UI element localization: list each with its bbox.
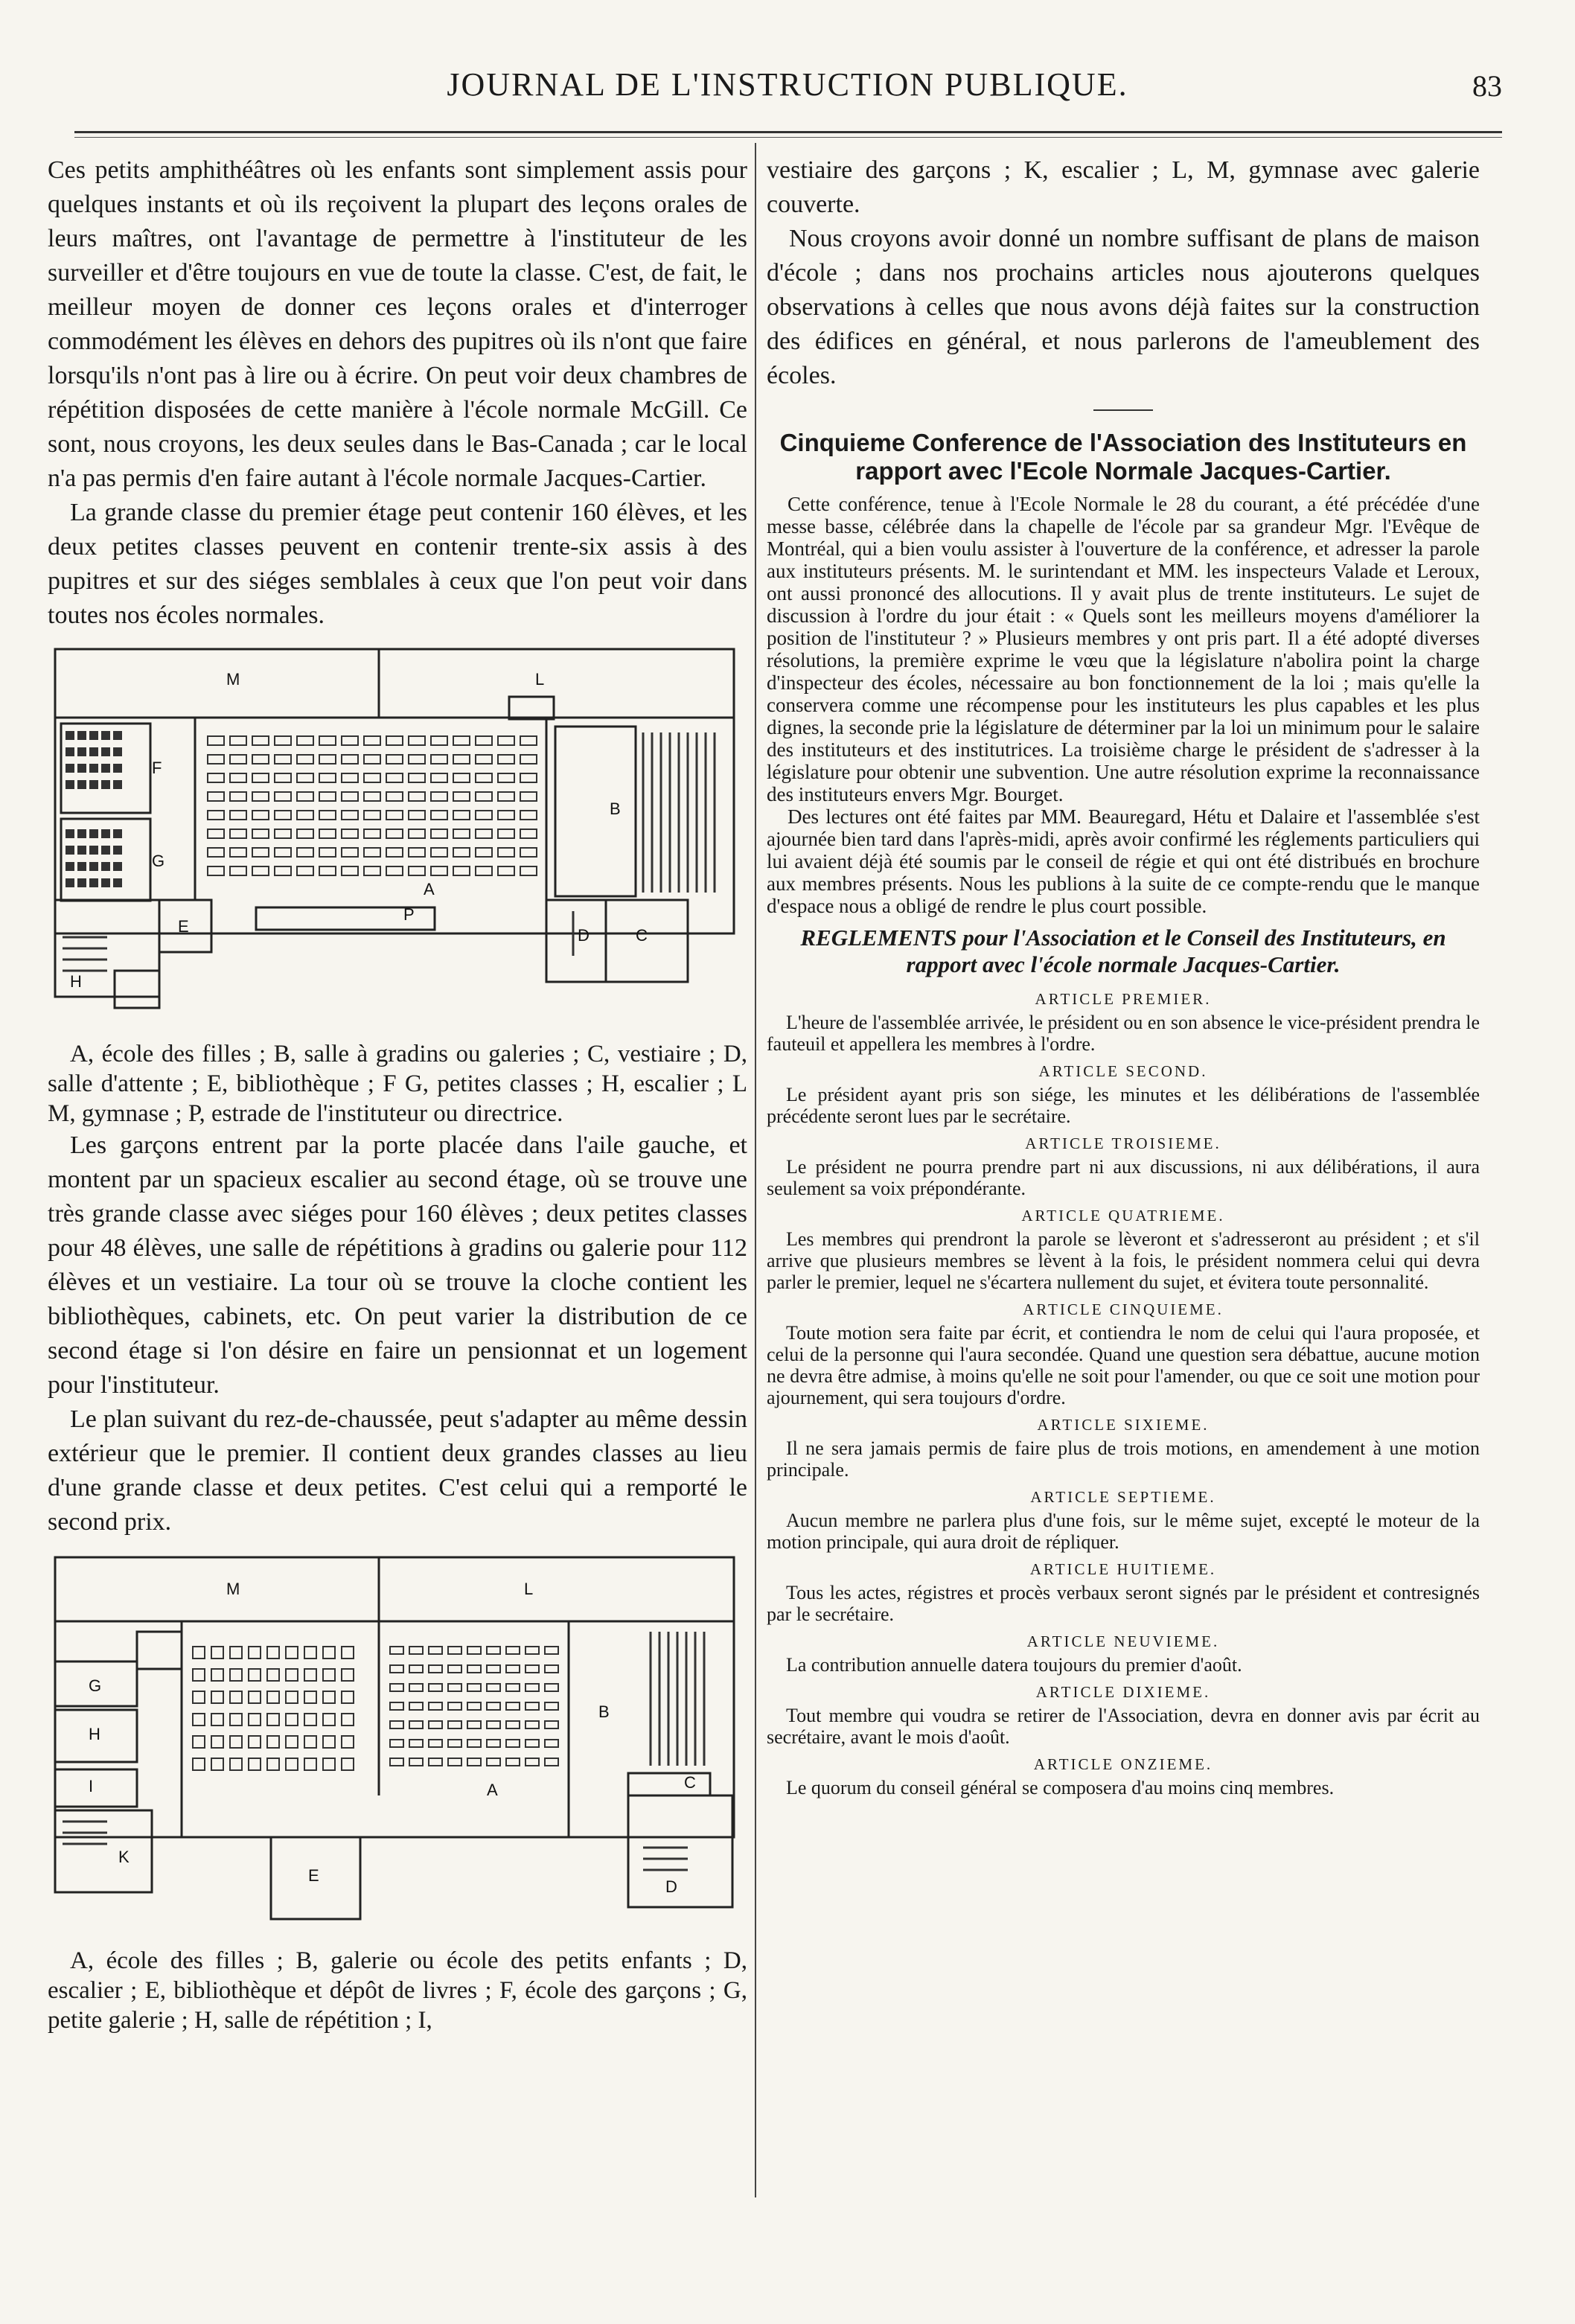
paragraph: Le plan suivant du rez-de-chaussée, peut s'adapter au même dessin extérieur que le premier. Il contient deux grandes classes au lieu d'une grande classe et deux petites. C'est celui qui a remporté le second prix. (48, 1405, 747, 1536)
article-text: Le quorum du conseil général se composera d'au moins cinq membres. (786, 1777, 1335, 1798)
plan-label: C (636, 926, 648, 945)
floor-plan-first (48, 643, 747, 1030)
header-rule (74, 131, 1502, 133)
article-text: Tous les actes, régistres et procès verbaux seront signés par le président et contresignés par le secrétaire. (767, 1582, 1480, 1625)
reglements-title: REGLEMENTS pour l'Association et le Conseil des Instituteurs, en rapport avec l'école normale Jacques-Cartier. (800, 925, 1446, 977)
section-divider (1093, 409, 1153, 411)
article-heading: ARTICLE CINQUIEME. (1023, 1300, 1224, 1318)
plan-label: E (178, 917, 189, 936)
header-rule-thin (74, 137, 1502, 138)
plan-label: G (89, 1676, 102, 1695)
floor-plan-second-drawing (48, 1550, 747, 1937)
floor-plan-second (48, 1550, 747, 1937)
left-column (48, 153, 747, 2035)
plan-label: G (152, 852, 165, 870)
plan-caption: A, école des filles ; B, galerie ou école des petits enfants ; D, escalier ; E, bibliothèque et dépôt de livres ; F, école des garçons ; G, petite galerie ; H, salle de répétition ; I, (48, 1947, 747, 2034)
paragraph: Nous croyons avoir donné un nombre suffisant de plans de maison d'école ; dans nos prochains articles nous ajouterons quelques observations à celles que nous avons déjà faites sur la construction des édifices en général, et nous parlerons de l'ameublement des écoles. (767, 225, 1480, 389)
articles-list (767, 990, 1480, 1798)
article-heading: ARTICLE HUITIEME. (1029, 1560, 1217, 1578)
paragraph: La grande classe du premier étage peut contenir 160 élèves, et les deux petites classes peuvent en contenir trente-six assis à des pupitres et sur des siéges semblales à ceux que l'on peut voir dans toutes nos écoles normales. (48, 499, 747, 629)
article-text: Le président ne pourra prendre part ni aux discussions, ni aux délibérations, il aura seulement sa voix prépondérante. (767, 1156, 1480, 1199)
plan-label: E (308, 1866, 319, 1885)
plan-label: A (424, 880, 435, 898)
paragraph: Les garçons entrent par la porte placée dans l'aile gauche, et montent par un spacieux escalier au second étage, où se trouve une très grande classe avec siéges pour 160 élèves ; deux petites classes pour 48 élèves, une salle de répétitions à gradins ou galerie pour 112 élèves et un vestiaire. La tour où se trouve la cloche contient les bibliothèques, cabinets, etc. On peut varier la distribution de ce second étage si l'on désire en faire un pensionnat et un logement pour l'instituteur. (48, 1131, 747, 1399)
article-text: Les membres qui prendront la parole se lèveront et s'adresseront au président ; et s'il arrive que plusieurs membres se lèvent à la fois, le président nommera celui qui devra parler le premier, lequel ne s'écartera nullement du sujet, et évitera toute personnalité. (767, 1228, 1480, 1293)
page-number: 83 (1472, 69, 1502, 103)
plan-label: K (118, 1848, 130, 1866)
plan-label: B (610, 799, 621, 818)
article-text: Le président ayant pris son siége, les minutes et les délibérations de l'assemblée précédente seront lues par le secrétaire. (767, 1084, 1480, 1127)
paragraph: vestiaire des garçons ; K, escalier ; L, M, gymnase avec galerie couverte. (767, 156, 1480, 218)
article-heading: ARTICLE SEPTIEME. (1030, 1488, 1216, 1506)
plan-label: L (524, 1580, 534, 1598)
article-heading: ARTICLE PREMIER. (1035, 990, 1212, 1008)
article-text: L'heure de l'assemblée arrivée, le président ou en son absence le vice-président prendra le fauteuil et appellera les membres à l'ordre. (767, 1012, 1480, 1055)
article-text: Il ne sera jamais permis de faire plus de trois motions, en amendement à une motion principale. (767, 1437, 1480, 1481)
column-divider (755, 143, 756, 2197)
article-heading: ARTICLE NEUVIEME. (1026, 1632, 1220, 1650)
plan-label: I (89, 1777, 94, 1795)
article-text: Toute motion sera faite par écrit, et contiendra le nom de celui qui l'aura proposée, et celui de la personne qui l'aura secondée. Quand une question sera débattue, aucune motion ne devra être admise, à moins qu'elle ne soit pour l'amender, ou que ce soit une motion pour ajournement, qui sera toujours d'ordre. (767, 1322, 1480, 1408)
article-heading: ARTICLE DIXIEME. (1035, 1683, 1211, 1701)
journal-title: JOURNAL DE L'INSTRUCTION PUBLIQUE. (447, 66, 1128, 103)
plan-label: M (226, 670, 240, 689)
plan-label: L (535, 670, 545, 689)
article-text: Tout membre qui voudra se retirer de l'Association, devra en donner avis par écrit au secrétaire, avant le mois d'août. (767, 1705, 1480, 1748)
plan-label: P (403, 905, 415, 924)
plan-label: F (152, 759, 162, 777)
article-heading: ARTICLE ONZIEME. (1033, 1755, 1213, 1773)
right-column (767, 153, 1480, 1798)
article-heading: ARTICLE TROISIEME. (1025, 1134, 1221, 1152)
page-header (0, 66, 1575, 110)
plan-label: H (89, 1725, 100, 1743)
article-text: La contribution annuelle datera toujours du premier d'août. (786, 1654, 1242, 1676)
paragraph: Des lectures ont été faites par MM. Beauregard, Hétu et Dalaire et l'assemblée s'est ajournée bien tard dans l'après-midi, après avoir confirmé les réglements particuliers qui lui avaient déjà été soumis par le conseil de régie et qui ont été distribués en brochure aux membres présents. Nous les publions à la suite de ce compte-rendu que le manque d'espace nous a obligé de rendre le plus court possible. (767, 805, 1480, 917)
paragraph: Cette conférence, tenue à l'Ecole Normale le 28 du courant, a été précédée d'une messe basse, célébrée dans la chapelle de l'école par sa grandeur Mgr. l'Evêque de Montréal, qui a bien voulu assister à l'ouverture de la conférence, et adresser la parole aux instituteurs présents. M. le surintendant et MM. les inspecteurs Valade et Leroux, ont aussi prononcé des allocutions. Il y avait plus de trente instituteurs. Le sujet de discussion à l'ordre du jour était : « Quels sont les meilleurs moyens d'améliorer la position de l'instituteur ? » Plusieurs membres y ont pris part. Il a été adopté diverses résolutions, la première exprime le vœu que la législature n'abolira point la charge d'inspecteur des écoles, nécessaire au bon fonctionnement de la loi ; mais qu'elle la conservera comme une récompense pour les instituteurs les plus capables et les plus dignes, la seconde prie la législature de déterminer par la loi un minimum pour le salaire des instituteurs et des institutrices. La troisième charge le président de s'adresser à la législature pour obtenir une subvention. Une autre résolution exprime la reconnaissance des instituteurs envers Mgr. Bourget. (767, 493, 1480, 805)
plan-label: C (684, 1773, 696, 1792)
plan-caption: A, école des filles ; B, salle à gradins ou galeries ; C, vestiaire ; D, salle d'attente ; E, bibliothèque ; F G, petites classes ; H, escalier ; L M, gymnase ; P, estrade de l'instituteur ou directrice. (48, 1041, 747, 1127)
plan-label: A (487, 1781, 498, 1799)
paragraph: Ces petits amphithéâtres où les enfants sont simplement assis pour quelques instants et où ils reçoivent la plupart des leçons orales de leurs maîtres, ont l'avantage de permettre à l'instituteur de les surveiller et d'être toujours en vue de toute la classe. C'est, de fait, le meilleur moyen de donner ces leçons orales et d'interroger commodément les élèves en dehors des pupitres où ils n'ont que faire lorsqu'ils n'ont pas à lire ou à écrire. On peut voir deux chambres de répétition disposées de cette manière à l'école normale McGill. Ce sont, nous croyons, les deux seules dans le Bas-Canada ; car le local n'a pas permis d'en faire autant à l'école normale Jacques-Cartier. (48, 156, 747, 492)
plan-label: M (226, 1580, 240, 1598)
plan-label: B (598, 1702, 610, 1721)
conference-title: Cinquieme Conference de l'Association des Instituteurs en rapport avec l'Ecole Normale Jacques-Cartier. (779, 429, 1467, 485)
floor-plan-first-drawing (48, 643, 747, 1030)
article-heading: ARTICLE SECOND. (1038, 1062, 1208, 1080)
plan-label: D (578, 926, 590, 945)
plan-label: H (70, 972, 82, 991)
article-text: Aucun membre ne parlera plus d'une fois, sur le même sujet, excepté le moteur de la motion principale, qui aura droit de répliquer. (767, 1510, 1480, 1553)
article-heading: ARTICLE SIXIEME. (1037, 1416, 1210, 1434)
plan-label: D (665, 1877, 677, 1896)
article-heading: ARTICLE QUATRIEME. (1021, 1207, 1225, 1225)
